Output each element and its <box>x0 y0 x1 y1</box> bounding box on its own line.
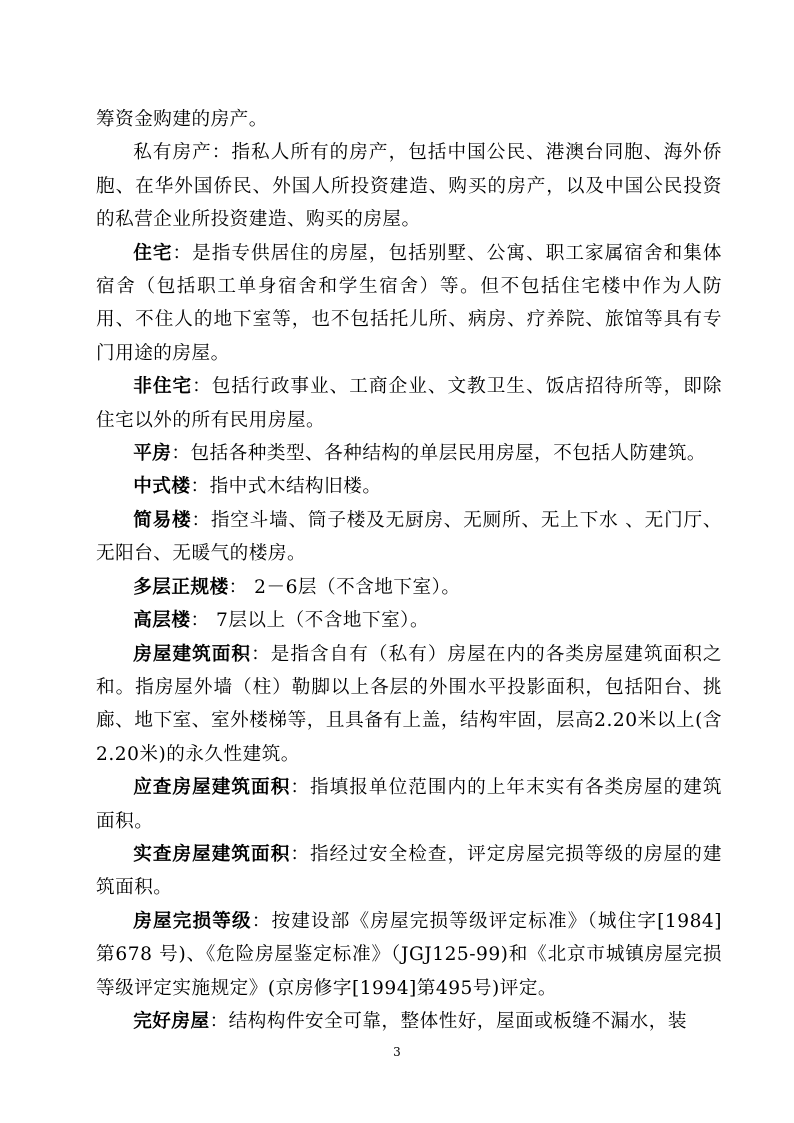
paragraph-text: ：指填报单位范围内的上年末实有各类房屋的建筑面积。 <box>96 777 722 832</box>
paragraph-text: 私有房产：指私人所有的房产，包括中国公民、港澳台同胞、海外侨胞、在华外国侨民、外国人所投资建造、购买的房产，以及中国公民投资的私营企业所投资建造、购买的房屋。 <box>96 142 722 231</box>
paragraph <box>96 638 722 772</box>
paragraph <box>96 237 722 371</box>
paragraph <box>96 370 722 437</box>
paragraph-text: ：指中式木结构旧楼。 <box>190 476 382 498</box>
paragraph-text: ： 2－6层（不含地下室）。 <box>228 576 461 598</box>
paragraph-text: ：按建设部《房屋完损等级评定标准》（城住字[1984]第678 号)、《危险房屋鉴定标准》（JGJ125-99)和《北京市城镇房屋完损等级评定实施规定》(京房修字[1994]第495号)评定。 <box>96 910 722 999</box>
term-label: 实查房屋建筑面积 <box>133 843 291 865</box>
paragraph <box>96 1005 722 1038</box>
paragraph <box>96 437 722 470</box>
term-label: 完好房屋 <box>133 1010 210 1032</box>
paragraph <box>96 838 722 905</box>
paragraph-text: 筹资金购建的房产。 <box>96 109 268 130</box>
paragraph-text: ：包括各种类型、各种结构的单层民用房屋，不包括人防建筑。 <box>171 443 707 465</box>
term-label: 多层正规楼 <box>133 576 229 598</box>
term-label: 房屋完损等级 <box>133 910 252 932</box>
term-label: 高层楼 <box>133 610 191 632</box>
paragraph <box>96 136 722 236</box>
paragraph-text: ： 7层以上（不含地下室）。 <box>190 610 430 632</box>
term-label: 住宅 <box>133 242 173 264</box>
term-label: 平房 <box>133 443 172 465</box>
term-label: 非住宅 <box>133 376 193 398</box>
term-label: 应查房屋建筑面积 <box>133 777 291 799</box>
term-label: 房屋建筑面积 <box>133 643 252 665</box>
paragraph-text: ：指经过安全检查，评定房屋完损等级的房屋的建筑面积。 <box>96 843 722 899</box>
term-label: 中式楼 <box>133 476 191 498</box>
paragraph-text: ：指空斗墙、筒子楼及无厨房、无厕所、无上下水 、无门厅、无阳台、无暖气的楼房。 <box>96 509 722 565</box>
paragraph-text: ：是指含自有（私有）房屋在内的各类房屋建筑面积之和。指房屋外墙（柱）勒脚以上各层的外围水平投影面积，包括阳台、挑廊、地下室、室外楼梯等，且具备有上盖，结构牢固，层高2.20米以上(含2.20米)的永久性建筑。 <box>96 643 722 765</box>
paragraph-text: ：包括行政事业、工商企业、文教卫生、饭店招待所等，即除住宅以外的所有民用房屋。 <box>96 376 722 431</box>
paragraph <box>96 771 722 838</box>
paragraph <box>96 504 722 571</box>
paragraph <box>96 905 722 1005</box>
paragraph <box>96 604 722 637</box>
paragraph <box>96 103 722 136</box>
page-number: 3 <box>393 1045 401 1059</box>
paragraph <box>96 470 722 503</box>
paragraph <box>96 571 722 604</box>
body-text <box>96 103 722 1038</box>
paragraph-text: ：结构构件安全可靠，整体性好，屋面或板缝不漏水，装 <box>209 1010 687 1032</box>
paragraph-text: ：是指专供居住的房屋，包括别墅、公寓、职工家属宿舍和集体宿舍（包括职工单身宿舍和学生宿舍）等。但不包括住宅楼中作为人防用、不住人的地下室等，也不包括托儿所、病房、疗养院、旅馆等具有专门用途的房屋。 <box>96 242 722 364</box>
term-label: 简易楼 <box>133 509 192 531</box>
